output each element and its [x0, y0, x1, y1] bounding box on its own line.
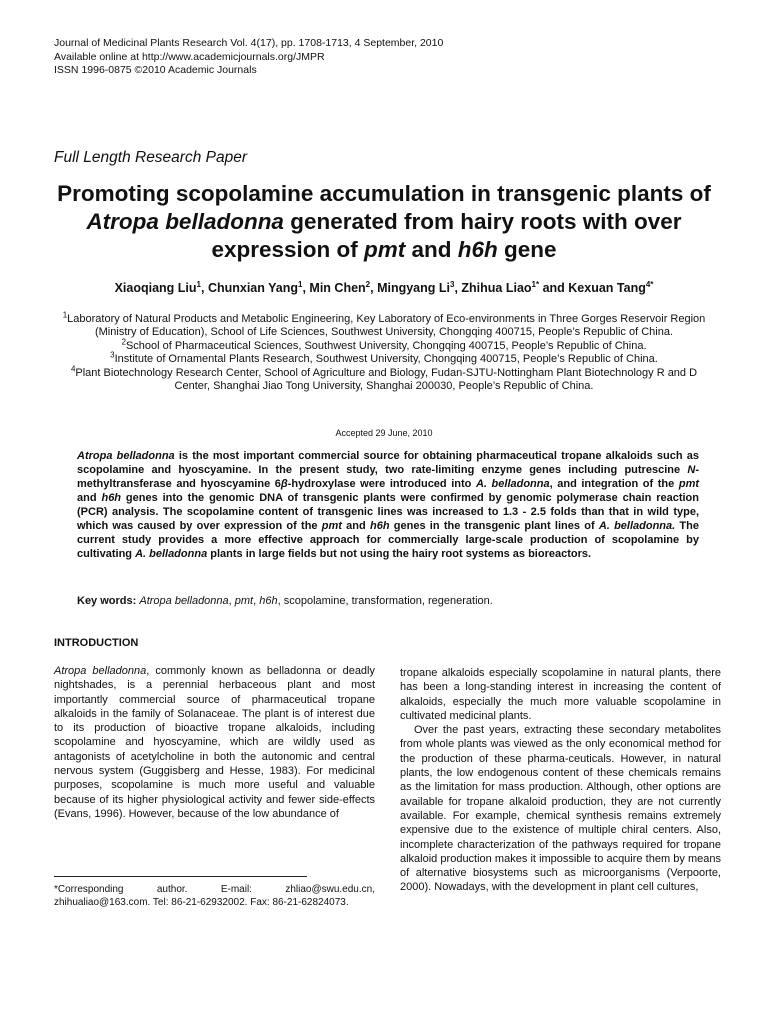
title-species: Atropa belladonna — [86, 209, 284, 234]
author: Chunxian Yang$^1$ — [207, 279, 303, 295]
title-text: and — [405, 237, 458, 262]
author: Mingyang Li$^3$ — [377, 279, 455, 295]
paragraph: Atropa belladonna, commonly known as belladonna or deadly nightshades, is a perennial herbaceous plant and most importantly commercial source of pharmaceutical tropane alkaloids in the family of Solanaceae. The plant is of interest due to its production of bioactive tropane alkaloids, including scopolamine and hyoscyamine, which are wildly used as antagonists of acetylcholine in both the autonomic and central nervous system (Guggisberg and Hesse, 1983). For medicinal purposes, scopolamine is much more useful and valuable because of its higher physiological activity and fewer side-effects (Evans, 1996). However, because of the low abundance of — [54, 665, 375, 820]
author: Kexuan Tang$^{4*}$ — [568, 279, 654, 295]
author: Min Chen$^2$ — [309, 279, 371, 295]
title-gene: h6h — [457, 237, 498, 262]
author-list: Xiaoqiang Liu$^1$, Chunxian Yang$^1$, Min Chen$^2$, Mingyang Li$^3$, Zhihua Liao$^{1*}$ and Kexuan Tang$^{4*}$ — [114, 279, 654, 295]
paper-title — [40, 180, 728, 264]
journal-issn: ISSN 1996-0875 ©2010 Academic Journals — [54, 64, 257, 76]
affiliation: $^2$School of Pharmaceutical Sciences, Southwest University, Chongqing 400715, People’s Republic of China. — [121, 337, 647, 352]
title-text: Promoting scopolamine accumulation in transgenic plants of — [57, 181, 711, 206]
corresponding-author-footnote: *Corresponding author. E-mail: zhliao@swu.edu.cn, zhihualiao@163.com. Tel: 86-21-62932002. Fax: 86-21-62824073. — [54, 884, 375, 908]
left-column — [54, 664, 375, 821]
accepted-date: Accepted 29 June, 2010 — [335, 428, 433, 438]
affiliation: $^1$Laboratory of Natural Products and Metabolic Engineering, Key Laboratory of Eco-environments in Three Gorges Reservoir Region (Ministry of Education), School of Life Sciences, Southwest University, Chongqing 400715, People’s Republic of China. — [62, 310, 706, 339]
affiliations — [52, 310, 716, 393]
abstract: Atropa belladonna is the most important commercial source for obtaining pharmaceutical tropane alkaloids such as scopolamine and hyoscyamine. In the present study, two rate-limiting enzyme genes including putrescine N-methyltransferase and hyoscyamine 6β-hydroxylase were introduced into A. belladonna, and integration of the pmt and h6h genes into the genomic DNA of transgenic plants were confirmed by genomic polymerase chain reaction (PCR) analysis. The scopolamine content of transgenic lines was increased to 1.3 - 2.5 folds than that in wild type, which was caused by over expression of the pmt and h6h genes in the transgenic plant lines of A. belladonna. The current study provides a more effective approach for commercially large-scale production of scopolamine by cultivating A. belladonna plants in large fields but not using the hairy root systems as bioreactors. — [77, 450, 700, 560]
footnote-divider — [54, 876, 307, 877]
paragraph: tropane alkaloids especially scopolamine in natural plants, there has been a long-standing interest in increasing the content of alkaloids, especially the much more valuable scopolamine in cultivated medicinal plants. — [400, 667, 721, 722]
author: Zhihua Liao$^{1*}$ — [461, 279, 540, 295]
right-column — [400, 666, 721, 895]
keywords: Key words: Atropa belladonna, pmt, h6h, scopolamine, transformation, regeneration. — [77, 595, 493, 607]
journal-url: Available online at http://www.academicjournals.org/JMPR — [54, 50, 325, 63]
journal-citation: Journal of Medicinal Plants Research Vol. 4(17), pp. 1708-1713, 4 September, 2010 — [54, 37, 444, 49]
section-heading: INTRODUCTION — [54, 637, 139, 649]
title-gene: pmt — [363, 237, 406, 262]
title-text: gene — [497, 237, 557, 262]
paragraph: Over the past years, extracting these secondary metabolites from whole plants was viewed as the only economical method for the production of these pharma-ceuticals. However, in natural plants, the low endogenous content of these chemicals remains as the limitation for mass production. Although, other options are available for tropane alkaloid production, they are not currently available. For example, chemical synthesis remains extremely expensive due to the existence of multiple chiral centers. Also, incomplete characterization of the pathways required for tropane alkaloid production makes it impossible to acquire them by means of alternative biosystems such as microorganisms (Verpoorte, 2000). Nowadays, with the development in plant cell cultures, — [400, 724, 721, 894]
author: Xiaoqiang Liu$^1$ — [114, 279, 201, 295]
paper-type: Full Length Research Paper — [54, 149, 248, 166]
affiliation: $^3$Institute of Ornamental Plants Research, Southwest University, Chongqing 400715, People’s Republic of China. — [110, 350, 658, 366]
affiliation: $^4$Plant Biotechnology Research Center, School of Agriculture and Biology, Fudan-SJTU-Nottingham Plant Biotechnology R and D Center, Shanghai Jiao Tong University, Shanghai 200030, People’s Republic of China. — [70, 363, 698, 393]
title-text: generated from hairy roots with over expression of — [211, 209, 682, 262]
keywords-label: Key words: — [77, 595, 137, 607]
journal-header — [54, 37, 443, 78]
